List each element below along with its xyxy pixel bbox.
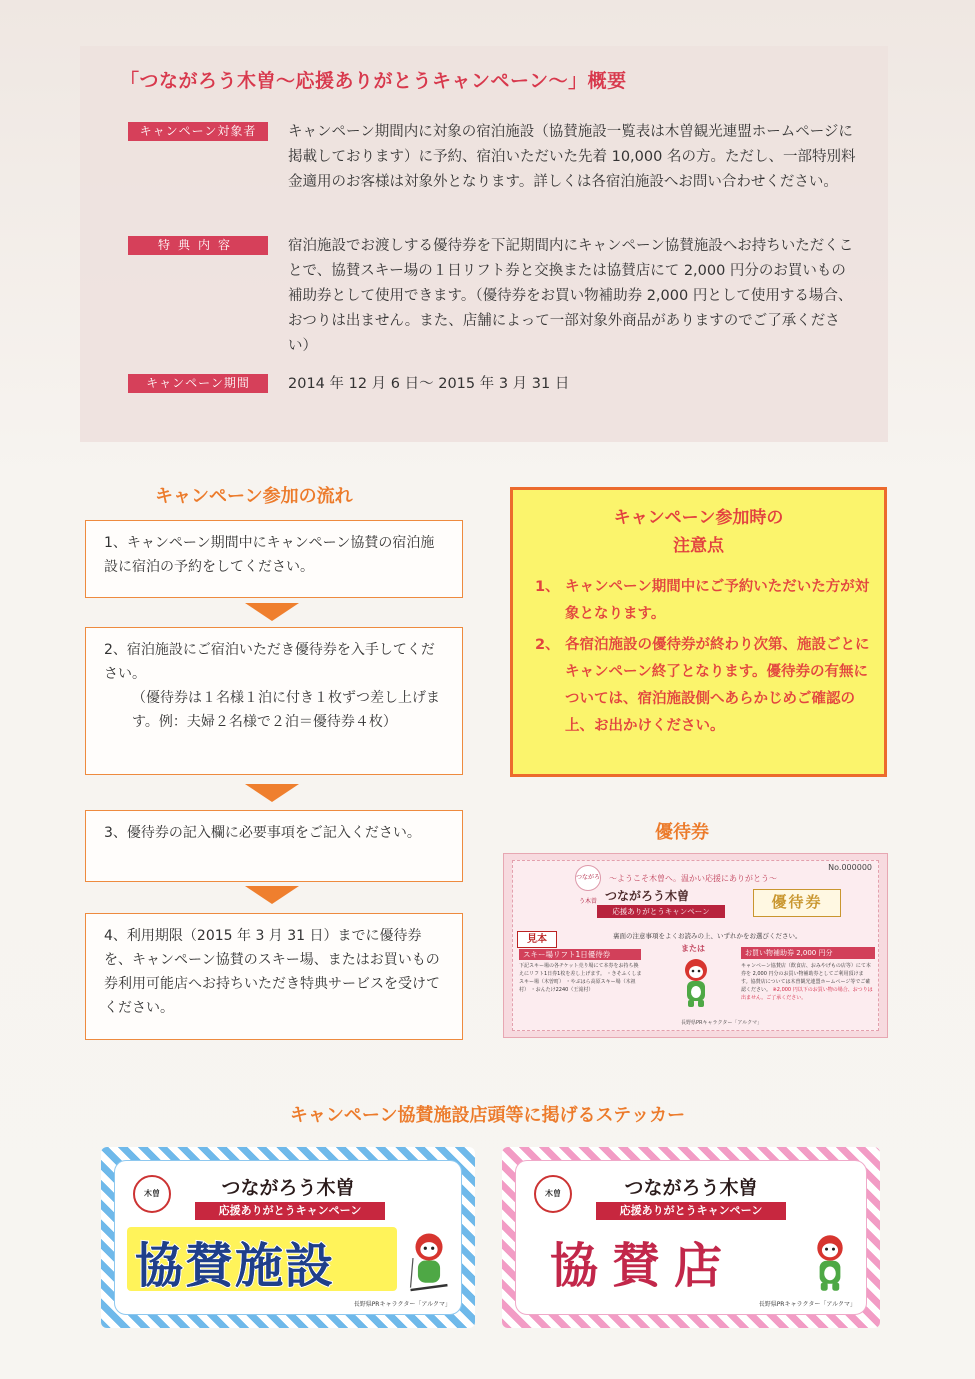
coupon-or: または xyxy=(681,944,705,953)
flow-step-number: 1、 xyxy=(104,535,127,551)
flow-step-3 xyxy=(85,810,463,882)
coupon-shopping-warning: ※2,000 円以下のお買い物の場合、おつりは出ません。ご了承ください。 xyxy=(741,987,873,1001)
sticker-credit: 長野県PRキャラクター「アルクマ」 xyxy=(353,1301,451,1308)
notice-item-number: 1、 xyxy=(535,579,560,595)
sticker-shop xyxy=(502,1147,880,1328)
sticker-facility-inner xyxy=(114,1160,462,1315)
flow-step-number: 4、 xyxy=(104,928,127,944)
flow-arrow-down-icon xyxy=(245,886,299,904)
overview-text-period: 2014 年 12 月 6 日～ 2015 年 3 月 31 日 xyxy=(288,376,570,392)
coupon-shopping-heading: お買い物補助券 2,000 円分 xyxy=(741,947,875,959)
notice-title-line1: キャンペーン参加時の xyxy=(613,508,784,528)
overview-label-target: キャンペーン対象者 xyxy=(128,122,268,141)
sticker-ribbon: 応援ありがとうキャンペーン xyxy=(195,1202,385,1220)
flow-step-text: 利用期限（2015 年 3 月 31 日）までに優待券を、キャンペーン協賛のスキー場、またはお買いもの券利用可能店へお持ちいただき特典サービスを受けてください。 xyxy=(104,928,440,1016)
flow-step-number: 2、 xyxy=(104,642,127,658)
sticker-main-title: つながろう木曽 xyxy=(221,1177,355,1199)
flow-title: キャンペーン参加の流れ xyxy=(155,486,353,507)
coupon-shopping-text: キャンペーン協賛店（飲食店、おみやげもの店等）にて本券を 2,000 円分のお買い物補助券としてご利用頂けます。協賛店については木曽観光連盟ホームページ等でご確認ください。 xyxy=(741,963,871,993)
notice-item-2 xyxy=(535,632,871,740)
mascot-bear-icon xyxy=(679,957,713,1009)
coupon-title: 優待券 xyxy=(655,822,709,843)
coupon-lift-body: 下記スキー場の各チケット売り場にて本券をお持ち換えにリフト1日券1枚を差し上げます。 ・きそふくしまスキー場（木曽町） ・やぶはら高原スキー場（木祖村） ・おんたけ2240（王滝村） xyxy=(519,963,642,993)
overview-text-benefit: 宿泊施設でお渡しする優待券を下記期間内にキャンペーン協賛施設へお持ちいただくことで、協賛スキー場の１日リフト券と交換または協賛店にて 2,000 円分のお買いもの補助券として使用できます。（優待券をお買い物補助券 2,000 円として使用する場合、おつりは出ません。また、店舗によって一部対象外商品がありますのでご了承ください） xyxy=(288,238,854,354)
mascot-bear-icon xyxy=(810,1233,850,1293)
coupon-tag: 優待券 xyxy=(753,889,841,917)
campaign-overview xyxy=(80,46,888,442)
notice-item-text: キャンペーン期間中にご予約いただいた方が対象となります。 xyxy=(565,579,870,622)
flow-step-number: 3、 xyxy=(104,825,127,841)
flow-step-text: 宿泊施設にご宿泊いただき優待券を入手してください。 xyxy=(104,642,435,682)
coupon-note: 裏面の注意事項をよくお読みの上、いずれかをお選びください。 xyxy=(613,932,802,940)
sticker-big-text: 協賛店 xyxy=(550,1238,737,1294)
coupon-footer: 長野県PRキャラクター「アルクマ」 xyxy=(681,1020,763,1026)
sticker-credit: 長野県PRキャラクター「アルクマ」 xyxy=(758,1301,856,1308)
coupon-lift-heading: スキー場リフト1日優待券 xyxy=(519,949,641,960)
sticker-ribbon: 応援ありがとうキャンペーン xyxy=(596,1202,786,1220)
overview-label-period: キャンペーン期間 xyxy=(128,374,268,393)
coupon-shopping-body xyxy=(741,962,873,1002)
coupon-inner xyxy=(512,860,879,1031)
notice-box xyxy=(510,487,887,777)
notice-item-text: 各宿泊施設の優待券が終わり次第、施設ごとにキャンペーン終了となります。優待券の有無については、宿泊施設側へあらかじめご確認の上、お出かけください。 xyxy=(565,637,870,734)
flow-step-text: キャンペーン期間中にキャンペーン協賛の宿泊施設に宿泊の予約をしてください。 xyxy=(104,535,435,575)
flow-arrow-down-icon xyxy=(245,784,299,802)
sticker-logo: 木曽 xyxy=(133,1175,171,1213)
sticker-logo: 木曽 xyxy=(534,1175,572,1213)
sticker-main-title: つながろう木曽 xyxy=(624,1177,758,1199)
coupon-ribbon: 応援ありがとうキャンペーン xyxy=(597,905,725,918)
coupon-logo: つながろう木曽 xyxy=(575,865,601,891)
flow-step-2 xyxy=(85,627,463,775)
coupon-sample-image xyxy=(503,853,888,1038)
notice-item-number: 2、 xyxy=(535,637,560,653)
sticker-title: キャンペーン協賛施設店頭等に掲げるステッカー xyxy=(289,1105,686,1126)
notice-item-1 xyxy=(535,574,871,628)
flow-step-4 xyxy=(85,913,463,1040)
overview-label-benefit: 特典内容 xyxy=(128,236,268,255)
flow-arrow-down-icon xyxy=(245,603,299,621)
coupon-welcome: ～ようこそ木曽へ。温かい応援にありがとう～ xyxy=(609,874,777,883)
sticker-facility xyxy=(101,1147,475,1328)
overview-title: 「つながろう木曽～応援ありがとうキャンペーン～」概要 xyxy=(120,70,627,92)
flow-step-note: （優待券は１名様１泊に付き１枚ずつ差し上げます。例：夫婦２名様で２泊＝優待券４枚） xyxy=(132,690,440,730)
coupon-sample-stamp: 見本 xyxy=(517,931,557,948)
coupon-number: No.000000 xyxy=(828,863,872,872)
mascot-bear-ski-icon xyxy=(407,1231,451,1295)
sticker-shop-inner xyxy=(515,1160,867,1315)
flow-step-1 xyxy=(85,520,463,598)
notice-title-line2: 注意点 xyxy=(673,536,724,556)
sticker-big-text: 協賛施設 xyxy=(135,1238,336,1294)
flow-step-text: 優待券の記入欄に必要事項をご記入ください。 xyxy=(126,825,421,841)
coupon-main-title: つながろう木曽 xyxy=(605,889,690,903)
notice-title xyxy=(513,504,884,560)
overview-text-target: キャンペーン期間内に対象の宿泊施設（協賛施設一覧表は木曽観光連盟ホームページに掲載しております）に予約、宿泊いただいた先着 10,000 名の方。ただし、一部特別料金適用のお客様は対象外となります。詳しくは各宿泊施設へお問い合わせください。 xyxy=(288,124,856,190)
